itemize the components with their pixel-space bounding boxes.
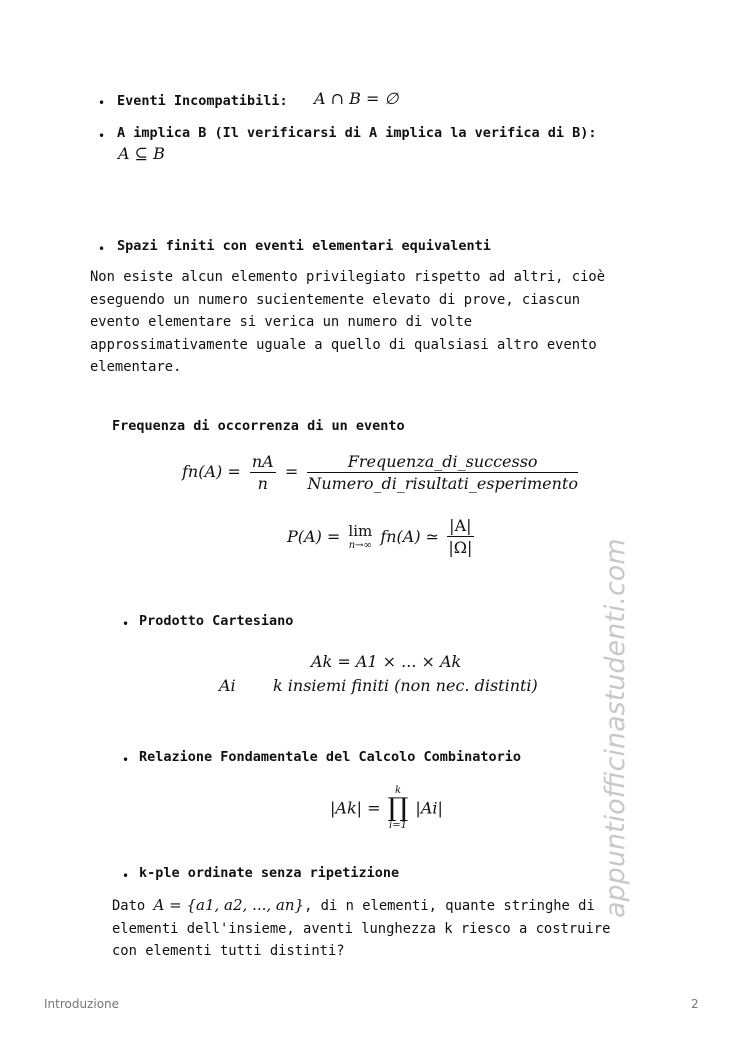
paragraph-line: con elementi tutti distinti? — [112, 943, 345, 959]
paragraph-line: evento elementare si verica un numero di volte — [90, 314, 473, 330]
paragraph-spazi-finiti — [90, 266, 605, 379]
relazione-formula — [330, 785, 443, 831]
paragraph-line: Non esiste alcun elemento privilegiato rispetto ad altri, cioè — [90, 269, 605, 285]
ai-symbol: Ai — [219, 676, 236, 695]
product-lower-limit: i=1 — [389, 820, 407, 831]
frac-denominator: Numero_di_risultati_esperimento — [307, 474, 578, 493]
footer-section: Introduzione — [44, 997, 120, 1011]
prodotto-cartesiano-formula: Ak = A1 × ... × Ak — [311, 652, 462, 671]
product-upper-limit: k — [394, 785, 401, 796]
equals-sign: = — [284, 462, 299, 481]
spazi-finiti-label: Spazi finiti con eventi elementari equivalenti — [117, 238, 491, 254]
prodotto-cartesiano-label: Prodotto Cartesiano — [139, 613, 294, 629]
frequenza-lhs: fn(A) = — [182, 462, 241, 481]
bullet-dot: • — [98, 96, 106, 110]
bullet-dot: • — [98, 129, 106, 143]
paragraph-line: approssimativamente uguale a quello di qualsiasi altro evento — [90, 336, 597, 353]
bullet-dot: • — [122, 753, 130, 767]
product-operator — [388, 785, 409, 831]
paragraph-line: elementi dell'insieme, aventi lunghezza k riesco a costruire — [112, 920, 611, 937]
paragraph-line — [112, 894, 610, 918]
paragraph-line: elementare. — [90, 359, 182, 375]
p-mid: fn(A) ≃ — [380, 527, 440, 546]
relazione-rhs: |Ai| — [415, 798, 443, 818]
a-implica-b-label: A implica B (Il verificarsi di A implica la verifica di B): — [117, 125, 597, 141]
eventi-incompatibili-label: Eventi Incompatibili: — [117, 93, 288, 109]
frac-numerator: nA — [251, 452, 274, 471]
bullet-dot: • — [122, 617, 130, 631]
lim-text: lim — [348, 522, 373, 540]
p-lhs: P(A) = — [287, 527, 341, 546]
paragraph-line: eseguendo un numero sucientemente elevato di prove, ciascun — [90, 291, 581, 308]
frac-numerator: Frequenza_di_successo — [307, 452, 578, 473]
eventi-incompatibili-formula: A ∩ B = ∅ — [314, 89, 399, 108]
kple-label: k-ple ordinate senza ripetizione — [139, 865, 400, 881]
frac-denominator: n — [257, 474, 268, 493]
kple-line1-post: , di n elementi, quante stringhe di — [304, 898, 595, 914]
bullet-dot: • — [98, 242, 106, 256]
relazione-lhs: |Ak| = — [330, 798, 381, 818]
frac-numerator: |A| — [449, 516, 472, 535]
lim-subscript: n→∞ — [348, 540, 372, 551]
footer-page-number: 2 — [691, 997, 699, 1011]
frequenza-heading: Frequenza di occorrenza di un evento — [112, 418, 405, 434]
kple-paragraph — [112, 894, 610, 963]
kple-line1-pre: Dato — [112, 898, 146, 914]
relazione-fondamentale-label: Relazione Fondamentale del Calcolo Combinatorio — [139, 749, 522, 765]
lim-operator — [348, 522, 372, 551]
a-implica-b-formula: A ⊆ B — [118, 144, 165, 163]
frequenza-frac-words — [307, 452, 578, 493]
bullet-dot: • — [122, 869, 130, 883]
frequenza-frac-na-n — [250, 452, 276, 493]
insiemi-finiti-text: k insiemi finiti (non nec. distinti) — [273, 676, 538, 695]
p-frac — [447, 516, 473, 557]
kple-set-formula: A = {a1, a2, ..., an} — [153, 896, 305, 914]
frequenza-formula — [182, 452, 578, 493]
frac-denominator: |Ω| — [448, 538, 473, 557]
probability-limit-formula — [287, 516, 474, 557]
product-symbol: ∏ — [387, 793, 409, 823]
watermark-text: appuntiofficinastudenti.com — [600, 538, 631, 918]
